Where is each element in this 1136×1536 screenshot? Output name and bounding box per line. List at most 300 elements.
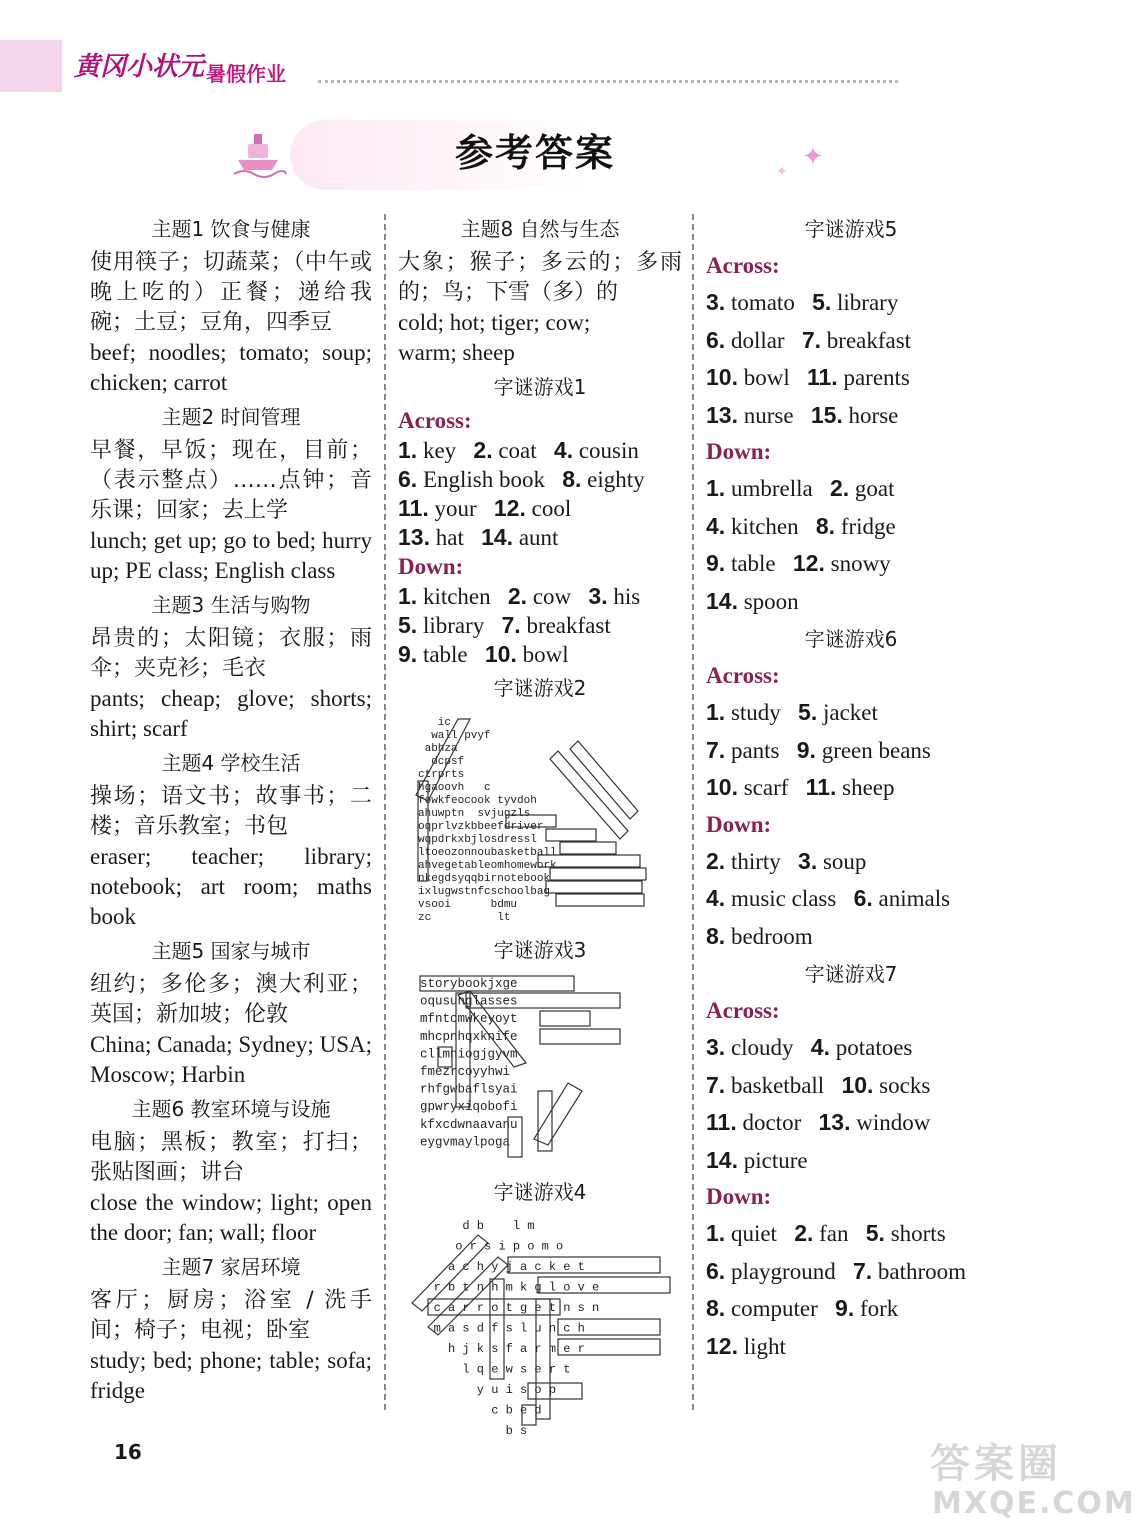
answer-row (706, 694, 996, 732)
spacer (537, 438, 554, 463)
spacer (781, 849, 798, 874)
across-label: Across: (706, 253, 780, 278)
word-search-grid (398, 973, 638, 1163)
grid-row: vsooi bdmu (418, 899, 518, 911)
answer-word: playground (725, 1258, 836, 1284)
clue-number: 10. (484, 641, 517, 667)
down-label: Down: (706, 439, 772, 464)
spacer (785, 328, 802, 353)
answer-word: parents (837, 365, 910, 390)
answer-row (706, 1029, 996, 1067)
answer-word: your (428, 496, 477, 521)
english-answers: warm; sheep (398, 340, 515, 365)
ship-icon (230, 124, 286, 180)
theme-section (90, 216, 372, 398)
english-answers: cold; hot; tiger; cow; (398, 310, 591, 335)
spacer (836, 886, 853, 911)
spacer (824, 1073, 841, 1098)
clue-number: 4. (706, 512, 726, 539)
clue-number: 3. (706, 289, 726, 315)
section-title: 主题1 饮食与健康 (151, 217, 311, 241)
word-highlight-diagonal (570, 741, 638, 819)
grid-row: oqusunglasses (420, 994, 518, 1009)
theme-section (90, 592, 372, 744)
answer-word: sheep (836, 775, 895, 800)
across-label: Across: (706, 998, 780, 1023)
crossword-answers (706, 626, 996, 955)
theme-section (90, 750, 372, 932)
answer-word: soup (817, 848, 867, 874)
answer-word: breakfast (821, 327, 912, 353)
clue-number: 5. (798, 699, 818, 725)
answer-word: goat (849, 476, 895, 501)
clue-number: 5. (812, 289, 832, 315)
answer-word: table (417, 642, 468, 667)
answer-word: bedroom (725, 923, 813, 949)
crossword-answers (706, 216, 996, 620)
clue-number: 8. (562, 466, 582, 492)
answer-row (398, 523, 682, 552)
spacer (801, 1110, 818, 1135)
down-answers (706, 470, 996, 620)
answer-word: green beans (815, 737, 931, 763)
section-title: 字谜游戏7 (804, 962, 898, 986)
answer-word: fan (813, 1221, 849, 1246)
spacer (794, 403, 811, 428)
spacer (477, 496, 494, 521)
spacer (484, 613, 501, 638)
spacer (571, 584, 588, 609)
word-search-grid (398, 711, 668, 924)
grid-row: oqprlvzkbbeefdriver (418, 821, 544, 833)
answer-row (706, 1290, 996, 1328)
answer-row (706, 545, 996, 583)
word-highlight-diagonal (534, 1083, 582, 1145)
clue-number: 11. (805, 774, 837, 800)
section-title: 字谜游戏4 (493, 1180, 587, 1204)
clue-number: 2. (473, 437, 493, 463)
word-highlight-box (540, 1011, 590, 1026)
answer-word: English book (417, 467, 545, 492)
word-search-answer (398, 937, 682, 1173)
sparkle-icon: ✦ (802, 142, 824, 172)
answer-word: animals (872, 886, 951, 911)
answer-row (706, 1328, 996, 1366)
theme-section (90, 938, 372, 1090)
grid-row: abhza (418, 743, 491, 755)
answer-word: socks (873, 1072, 931, 1098)
clue-number: 14. (706, 1146, 738, 1173)
answer-word: hat (429, 525, 464, 550)
spacer (780, 738, 797, 763)
spacer (813, 476, 830, 501)
answer-word: tomato (725, 290, 795, 315)
clue-number: 6. (398, 466, 418, 492)
grid-row: fowkfeocook tyvdoh (418, 795, 537, 807)
clue-number: 1. (398, 437, 418, 463)
grid-row: b s (412, 1424, 528, 1438)
grid-row: h j k s f a r m e r (412, 1342, 585, 1356)
across-answers (706, 284, 996, 434)
answer-row (706, 508, 996, 546)
answer-word: kitchen (417, 584, 491, 609)
spacer (468, 642, 485, 667)
chinese-answers: 客厅；厨房；浴室 / 洗手间；椅子；电视；卧室 (90, 1288, 372, 1343)
section-title: 字谜游戏2 (493, 676, 587, 700)
chinese-answers: 电脑；黑板；教室；打扫；张贴图画；讲台 (90, 1130, 372, 1185)
section-title: 主题5 国家与城市 (151, 939, 311, 963)
spacer (464, 525, 481, 550)
answer-word: quiet (725, 1221, 777, 1246)
answer-word: light (737, 1333, 786, 1359)
spacer (799, 514, 816, 539)
word-search-answer (398, 675, 682, 931)
crossword-answers (398, 374, 682, 669)
down-label: Down: (706, 811, 772, 837)
clue-number: 2. (507, 583, 528, 609)
clue-number: 13. (398, 524, 430, 550)
answer-row (398, 611, 682, 640)
clue-number: 8. (815, 512, 836, 539)
word-highlight-box (546, 881, 642, 893)
grid-row: dcpsf (418, 756, 491, 768)
across-answers (706, 694, 996, 807)
answer-row (706, 1253, 996, 1291)
clue-number: 13. (818, 1109, 851, 1135)
clue-number: 11. (706, 1109, 737, 1135)
answer-word: table (725, 551, 776, 576)
answer-row (706, 1104, 996, 1142)
clue-number: 9. (398, 641, 418, 667)
word-highlight-box (536, 1299, 550, 1419)
answer-word: library (831, 290, 899, 315)
answer-row (706, 918, 996, 956)
page-title: 参考答案 (455, 131, 616, 175)
spacer (456, 438, 473, 463)
answer-word: kitchen (725, 513, 799, 539)
grid-row: r b t n h m k g l o v e (412, 1280, 600, 1295)
spacer (794, 1035, 811, 1060)
down-label: Down: (706, 1184, 772, 1209)
answer-word: aunt (513, 525, 559, 550)
grid-row: rhfgwbaflsyai (420, 1082, 518, 1097)
spacer (776, 551, 793, 576)
section-title: 主题7 家居环境 (161, 1255, 301, 1279)
down-label: Down: (398, 554, 464, 579)
across-answers (706, 1029, 996, 1179)
answer-word: eighty (581, 467, 645, 492)
grid-row: ahvegetableomhomework (418, 860, 557, 872)
clue-number: 14. (481, 524, 514, 550)
clue-number: 13. (706, 401, 738, 428)
answer-word: bowl (516, 642, 569, 667)
answer-word: music class (725, 886, 837, 911)
clue-number: 2. (829, 475, 850, 501)
word-highlight-box (556, 894, 644, 906)
grid-row: ixlugwstnfcschoolbag (418, 886, 551, 898)
answer-row (706, 359, 996, 397)
clue-number: 4. (810, 1034, 830, 1060)
down-answers (398, 582, 682, 669)
answer-row (706, 284, 996, 322)
clue-number: 7. (706, 736, 726, 763)
grid-row: y u i s o p (412, 1383, 557, 1397)
clue-number: 4. (553, 437, 574, 463)
down-answers (706, 1215, 996, 1365)
english-answers: study; bed; phone; table; sofa; fridge (90, 1348, 372, 1403)
section-title: 主题2 时间管理 (161, 405, 301, 429)
answer-row (706, 397, 996, 435)
page-number: 16 (114, 1440, 142, 1464)
answer-word: his (607, 584, 641, 609)
spacer (849, 1221, 866, 1246)
answer-row (706, 322, 996, 360)
clue-number: 3. (588, 583, 608, 609)
answer-word: bowl (737, 365, 790, 390)
answer-row (706, 769, 996, 807)
answer-word: computer (725, 1296, 818, 1321)
word-highlight-box (546, 829, 596, 841)
theme-section (90, 1096, 372, 1248)
clue-number: 11. (398, 495, 429, 521)
title-banner (230, 112, 850, 202)
clue-number: 8. (706, 1295, 726, 1321)
answer-word: snowy (824, 551, 891, 576)
answer-word: coat (492, 438, 537, 463)
section-title: 字谜游戏5 (804, 217, 898, 241)
answer-word: horse (842, 402, 899, 428)
clue-number: 9. (835, 1295, 855, 1321)
answer-word: picture (737, 1147, 808, 1173)
word-highlight-diagonal (550, 751, 628, 839)
grid-row: zc lt (418, 912, 511, 924)
answer-word: umbrella (725, 476, 813, 501)
grid-row: wall pvyf (418, 730, 491, 742)
spacer (781, 700, 798, 725)
chinese-answers: 早餐，早饭；现在，目前；（表示整点）……点钟；音乐课；回家；去上学 (90, 438, 372, 523)
english-answers: eraser; teacher; library; notebook; art room; maths book (90, 844, 372, 929)
section-title: 主题3 生活与购物 (151, 593, 311, 617)
clue-number: 10. (706, 774, 738, 800)
spacer (836, 1259, 853, 1284)
grid-row: hgaoovh c (418, 782, 491, 794)
clue-number: 12. (706, 1332, 738, 1359)
answer-word: cow (527, 584, 572, 609)
section-title: 主题8 自然与生态 (460, 217, 620, 241)
section-title: 字谜游戏3 (493, 938, 587, 962)
answer-word: dollar (725, 327, 785, 353)
clue-number: 7. (852, 1257, 873, 1284)
chinese-answers: 操场；语文书；故事书；二楼；音乐教室；书包 (90, 784, 372, 839)
clue-number: 6. (853, 885, 873, 911)
theme-section (90, 404, 372, 586)
answer-row (706, 732, 996, 770)
watermark-url: MXQE.COM (932, 1486, 1136, 1521)
answer-word: cousin (573, 438, 639, 463)
header-color-block (0, 40, 62, 92)
answer-row (706, 843, 996, 881)
grid-row: c b e d (412, 1403, 542, 1418)
word-search-grid (398, 1215, 682, 1447)
spacer (795, 290, 812, 315)
clue-number: 5. (398, 612, 418, 638)
clue-number: 1. (706, 1220, 726, 1246)
answer-row (706, 583, 996, 621)
theme-section (90, 1254, 372, 1406)
clue-number: 3. (798, 847, 818, 874)
grid-row: nkegdsyqqbirnotebook (418, 873, 551, 885)
answer-word: jacket (817, 700, 878, 725)
page-header (0, 40, 1088, 100)
column-3 (706, 210, 996, 1365)
clue-number: 10. (841, 1071, 874, 1098)
clue-number: 8. (706, 922, 726, 949)
answer-word: doctor (736, 1110, 802, 1135)
grid-row: kfxcdwnaavanu (420, 1117, 518, 1132)
clue-number: 5. (865, 1220, 885, 1246)
across-label: Across: (706, 663, 780, 688)
column-divider (384, 214, 386, 1410)
sparkle-icon: ✦ (776, 164, 788, 180)
spacer (777, 1221, 794, 1246)
answer-word: thirty (725, 848, 781, 874)
english-answers: lunch; get up; go to bed; hurry up; PE class; English class (90, 528, 372, 583)
answer-row (706, 470, 996, 508)
spacer (818, 1296, 835, 1321)
grid-row: mfntcmwkeyoyt (420, 1012, 518, 1027)
across-label: Across: (398, 408, 472, 433)
grid-row: m a s d f s l u n c h (412, 1321, 585, 1336)
spacer (788, 775, 805, 800)
chinese-answers: 昂贵的；太阳镜；衣服；雨伞；夹克衫；毛衣 (90, 626, 372, 681)
header-dotted-rule (318, 80, 898, 83)
series-title: 暑假作业 (206, 62, 286, 86)
clue-number: 1. (706, 699, 726, 725)
word-highlight-box (560, 842, 616, 854)
clue-number: 15. (810, 401, 843, 428)
grid-row: fmezrcoyyhwi (420, 1065, 511, 1079)
answer-word: shorts (884, 1221, 946, 1246)
clue-number: 2. (706, 847, 726, 874)
answer-word: library (417, 613, 485, 638)
answer-word: breakfast (520, 613, 611, 638)
clue-number: 6. (706, 1257, 726, 1284)
across-answers (398, 436, 682, 552)
grid-row: cllmniogjgyvm (420, 1047, 518, 1062)
word-highlight-box (550, 868, 646, 880)
english-answers: pants; cheap; glove; shorts; shirt; scarf (90, 686, 372, 741)
section-title: 字谜游戏6 (804, 627, 898, 651)
chinese-answers: 纽约；多伦多；澳大利亚；英国；新加坡；伦敦 (90, 972, 372, 1027)
answer-word: cool (525, 496, 572, 521)
answer-word: key (417, 438, 457, 463)
section-title: 字谜游戏1 (493, 375, 587, 399)
answer-row (398, 640, 682, 669)
word-search-answer (398, 1179, 682, 1457)
spacer (491, 584, 508, 609)
clue-number: 1. (398, 583, 418, 609)
grid-row: mhcpnhqxknife (420, 1029, 518, 1044)
answer-word: study (725, 700, 781, 725)
answer-row (706, 1067, 996, 1105)
clue-number: 7. (501, 612, 521, 638)
clue-number: 12. (792, 550, 825, 576)
clue-number: 6. (706, 326, 726, 353)
brand-logo: 黄冈小状元 (74, 52, 205, 82)
answer-row (398, 465, 682, 494)
watermark-text: 答案圈 (930, 1441, 1062, 1487)
grid-row: o r s i p o m o (412, 1239, 564, 1254)
grid-row: ic (418, 717, 471, 729)
answer-word: scarf (737, 775, 789, 800)
answer-row (706, 880, 996, 918)
grid-row: eygvmaylpoga (420, 1135, 511, 1150)
clue-number: 9. (706, 550, 726, 576)
clue-number: 11. (806, 364, 838, 390)
grid-row: wqpdrkxbjlosdressl (418, 834, 537, 846)
chinese-answers: 使用筷子；切蔬菜；（中午或晚上吃的）正餐；递给我碗；土豆；豆角，四季豆 (90, 250, 372, 335)
clue-number: 12. (493, 495, 526, 521)
watermark-logo (930, 1432, 1136, 1530)
column-2 (398, 210, 682, 1457)
grid-row: gpwryxiqobofi (420, 1100, 518, 1115)
answer-row (398, 436, 682, 465)
answer-word: potatoes (829, 1035, 913, 1060)
answer-word: window (850, 1110, 931, 1135)
theme-section (398, 216, 682, 368)
answer-word: nurse (737, 402, 794, 428)
answer-word: basketball (725, 1072, 825, 1098)
chinese-answers: 大象；猴子；多云的；多雨的；鸟；下雪（多）的 (398, 250, 682, 305)
answer-row (398, 582, 682, 611)
answer-word: cloudy (725, 1035, 794, 1060)
answer-row (398, 494, 682, 523)
grid-row: ahuwptn svjugzls (418, 808, 531, 820)
grid-row: storybookjxge (420, 977, 518, 991)
answer-word: bathroom (872, 1258, 967, 1284)
word-highlight-box (540, 1029, 620, 1044)
spacer (790, 365, 807, 390)
crossword-answers (706, 961, 996, 1365)
answer-word: fridge (835, 513, 896, 539)
clue-number: 3. (706, 1034, 726, 1060)
column-1 (90, 210, 372, 1406)
grid-row: ltoeozonnoubasketball (418, 847, 557, 859)
grid-row: ctrprts (418, 769, 491, 781)
column-divider (692, 214, 694, 1410)
english-answers: beef; noodles; tomato; soup; chicken; carrot (90, 340, 372, 395)
down-answers (706, 843, 996, 956)
answer-word: fork (854, 1296, 899, 1321)
answer-word: spoon (737, 588, 799, 614)
grid-row: c a r r o t g e t n s n (412, 1301, 600, 1315)
section-title: 主题6 教室环境与设施 (131, 1097, 331, 1121)
clue-number: 14. (706, 587, 738, 614)
clue-number: 2. (794, 1220, 814, 1246)
clue-number: 9. (796, 736, 816, 763)
answer-word: pants (725, 737, 780, 763)
english-answers: close the window; light; open the door; fan; wall; floor (90, 1190, 372, 1245)
section-title: 主题4 学校生活 (161, 751, 301, 775)
clue-number: 7. (706, 1071, 726, 1098)
spacer (545, 467, 562, 492)
grid-row: d b l m (412, 1219, 535, 1233)
answer-row (706, 1142, 996, 1180)
english-answers: China; Canada; Sydney; USA; Moscow; Harbin (90, 1032, 372, 1087)
answer-row (706, 1215, 996, 1253)
clue-number: 4. (706, 885, 726, 911)
grid-row: a c h y j a c k e t (412, 1260, 585, 1274)
